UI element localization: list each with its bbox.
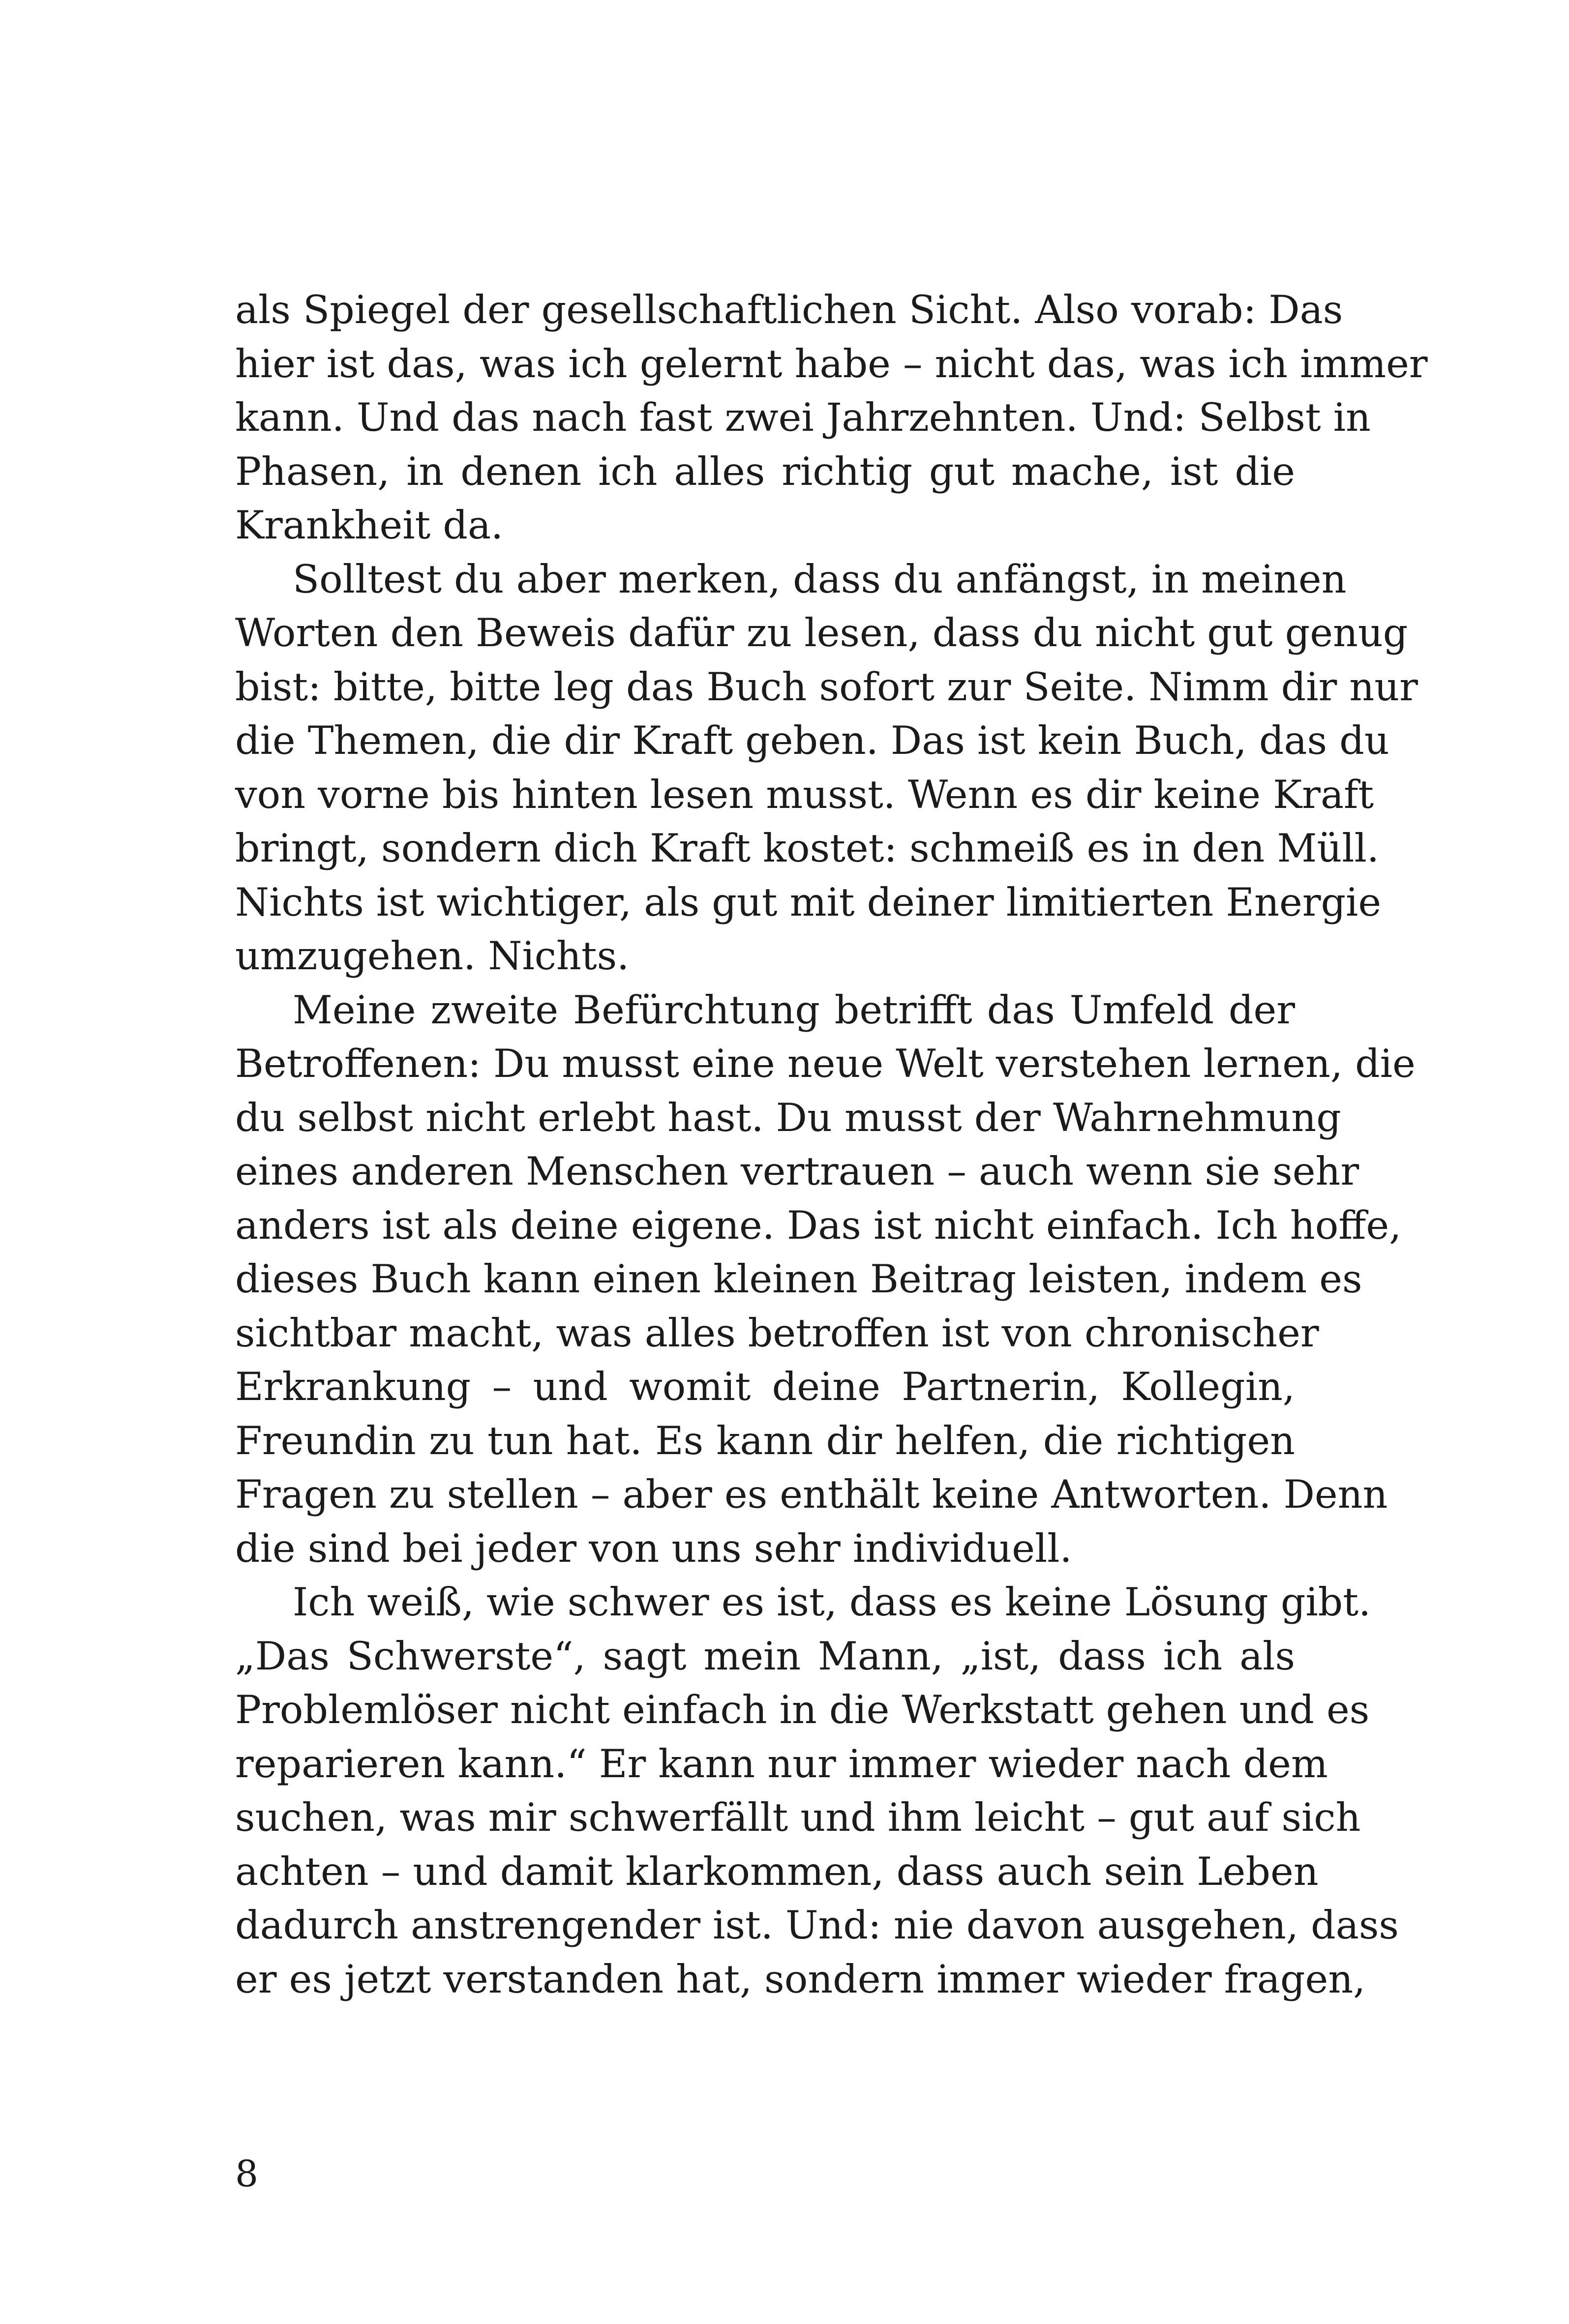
text-line: Phasen, in denen ich alles richtig gut mache, ist die <box>235 448 1295 494</box>
text-line: sichtbar macht, was alles betroffen ist von chronischer <box>235 1310 1319 1356</box>
text-line: Erkrankung – und womit deine Partnerin, Kollegin, <box>235 1364 1295 1409</box>
text-line: bringt, sondern dich Kraft kostet: schmeiß es in den Müll. <box>235 826 1379 871</box>
text-line: Ich weiß, wie schwer es ist, dass es keine Lösung gibt. <box>293 1579 1371 1625</box>
text-line: Solltest du aber merken, dass du anfängst, in meinen <box>293 556 1347 602</box>
text-line: du selbst nicht erlebt hast. Du musst der Wahrnehmung <box>235 1095 1341 1140</box>
text-line: er es jetzt verstanden hat, sondern immer wieder fragen, <box>235 1956 1366 2002</box>
text-line: als Spiegel der gesellschaftlichen Sicht. Also vorab: Das <box>235 287 1343 332</box>
text-line: Betroffenen: Du musst eine neue Welt verstehen lernen, die <box>235 1041 1416 1086</box>
text-line: suchen, was mir schwerfällt und ihm leicht – gut auf sich <box>235 1795 1361 1840</box>
text-line: kann. Und das nach fast zwei Jahrzehnten. Und: Selbst in <box>235 395 1371 440</box>
text-line: Freundin zu tun hat. Es kann dir helfen, die richtigen <box>235 1418 1295 1463</box>
text-line: Meine zweite Befürchtung betrifft das Umfeld der <box>293 987 1295 1033</box>
text-line: hier ist das, was ich gelernt habe – nicht das, was ich immer <box>235 341 1428 387</box>
text-line: die Themen, die dir Kraft geben. Das ist kein Buch, das du <box>235 718 1389 763</box>
text-line: dieses Buch kann einen kleinen Beitrag leisten, indem es <box>235 1256 1362 1302</box>
page-number: 8 <box>235 2153 259 2195</box>
text-line: die sind bei jeder von uns sehr individuell. <box>235 1525 1072 1571</box>
text-line: Nichts ist wichtiger, als gut mit deiner limitierten Energie <box>235 879 1382 925</box>
text-line: Fragen zu stellen – aber es enthält keine Antworten. Denn <box>235 1472 1388 1517</box>
text-line: „Das Schwerste“, sagt mein Mann, „ist, dass ich als <box>235 1633 1295 1679</box>
text-line: Worten den Beweis dafür zu lesen, dass du nicht gut genug <box>235 610 1408 655</box>
text-line: umzugehen. Nichts. <box>235 933 630 979</box>
text-line: Problemlöser nicht einfach in die Werkstatt gehen und es <box>235 1687 1370 1732</box>
text-line: Krankheit da. <box>235 503 504 548</box>
text-line: achten – und damit klarkommen, dass auch sein Leben <box>235 1848 1319 1894</box>
text-line: bist: bitte, bitte leg das Buch sofort zur Seite. Nimm dir nur <box>235 664 1418 710</box>
text-line: anders ist als deine eigene. Das ist nicht einfach. Ich hoffe, <box>235 1202 1402 1248</box>
text-line: dadurch anstrengender ist. Und: nie davon ausgehen, dass <box>235 1903 1399 1948</box>
text-line: eines anderen Menschen vertrauen – auch wenn sie sehr <box>235 1149 1359 1194</box>
body-text <box>235 283 1428 2006</box>
text-line: reparieren kann.“ Er kann nur immer wieder nach dem <box>235 1741 1328 1787</box>
text-line: von vorne bis hinten lesen musst. Wenn es dir keine Kraft <box>235 772 1374 817</box>
